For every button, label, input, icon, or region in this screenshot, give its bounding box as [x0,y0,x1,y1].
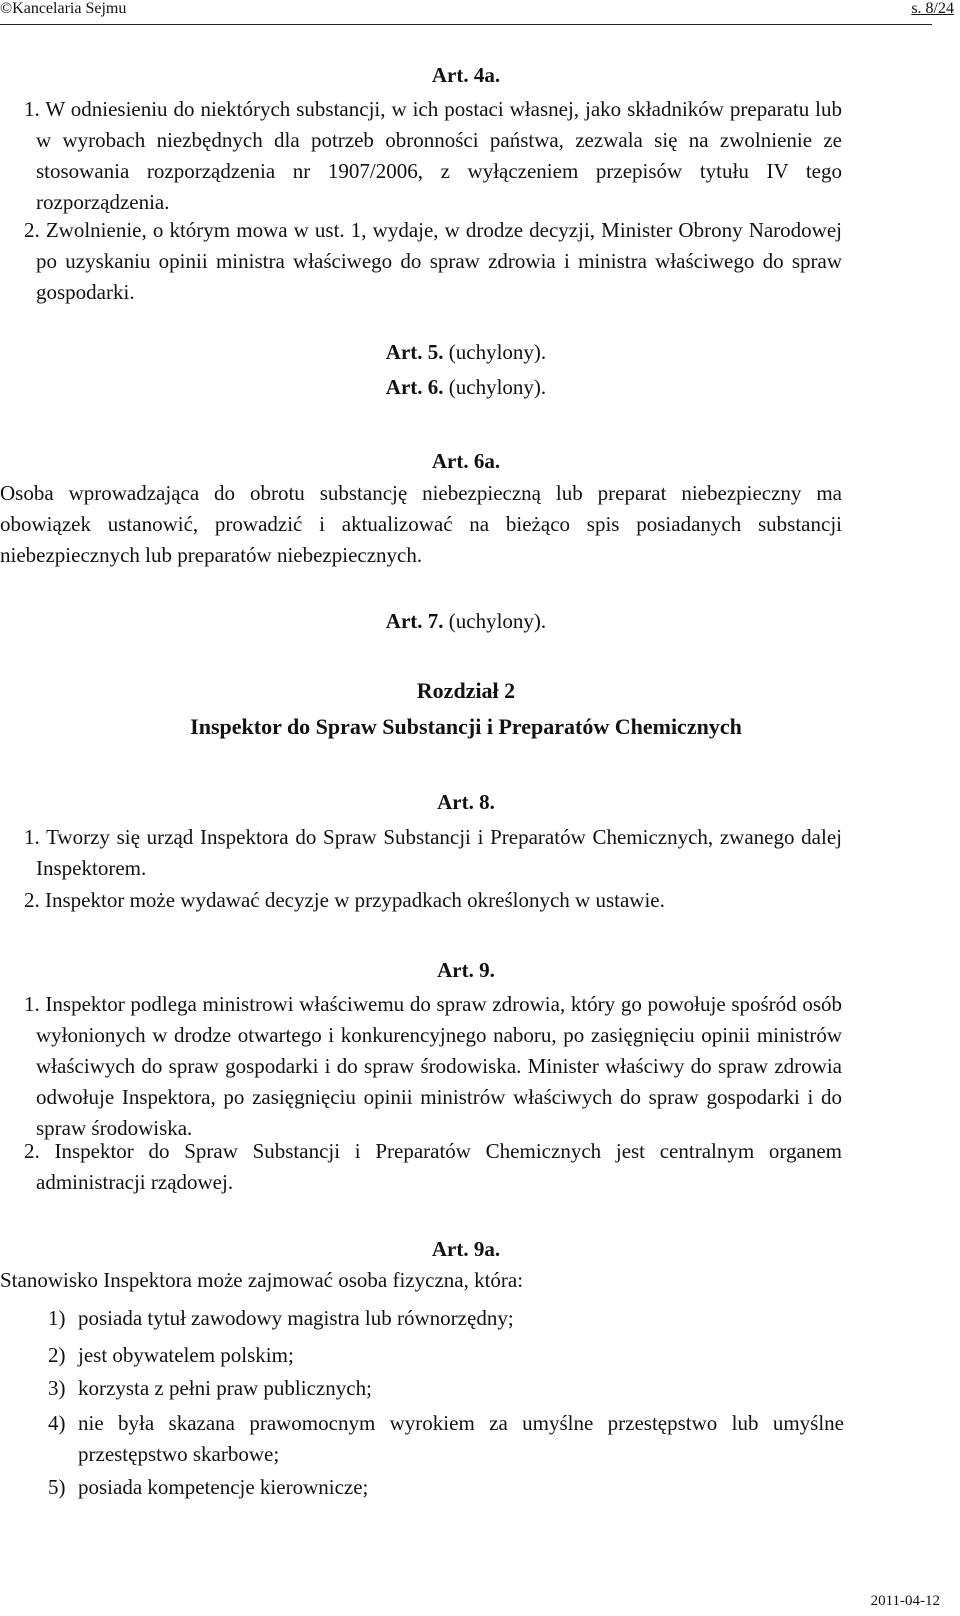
article-paragraph: 1. Inspektor podlega ministrowi właściwemu do spraw zdrowia, który go powołuje spośród osób wyłonionych w drodze otwartego i konkurencyjnego naboru, po zasięgnięciu opinii ministrów właściwych do spraw gospodarki i do spraw środowiska. Minister właściwy do spraw zdrowia odwołuje Inspektora, po zasięgnięciu opinii ministrów właściwych do spraw gospodarki i do spraw środowiska. [24,992,842,1140]
repealed-note: (uchylony). [443,609,547,633]
chapter-number: Rozdział 2 [416,678,516,703]
article-heading: Art. 8. [437,790,495,814]
repealed-article [0,340,932,365]
header-page-number: s. 8/24 [911,0,954,17]
article-heading: Art. 4a. [431,63,501,87]
article-paragraph: 1. W odniesieniu do niektórych substancji, w ich postaci własnej, jako składników preparatu lub w wyrobach niezbędnych dla potrzeb obronności państwa, zezwala się na zwolnienie ze stosowania rozporządzenia nr 1907/2006, z wyłączeniem przepisów tytułu IV tego rozporządzenia. [24,97,842,214]
article-paragraph: 2. Zwolnienie, o którym mowa w ust. 1, wydaje, w drodze decyzji, Minister Obrony Narodowej po uzyskaniu opinii ministra właściwego do spraw zdrowia i ministra właściwego do spraw gospodarki. [24,218,842,304]
list-item-text: posiada tytuł zawodowy magistra lub równorzędny; [78,1306,514,1330]
article-paragraph: 1. Tworzy się urząd Inspektora do Spraw Substancji i Preparatów Chemicznych, zwanego dalej Inspektorem. [24,825,842,880]
chapter-title: Inspektor do Spraw Substancji i Preparatów Chemicznych [190,714,742,739]
article-paragraph: 2. Inspektor może wydawać decyzje w przypadkach określonych w ustawie. [24,888,665,912]
article-intro: Stanowisko Inspektora może zajmować osoba fizyczna, która: [0,1268,524,1292]
footer-date: 2011-04-12 [870,1593,940,1609]
header-copyright: ©Kancelaria Sejmu [0,0,127,17]
repealed-article [0,375,932,400]
repealed-article [0,609,932,634]
list-item-text: posiada kompetencje kierownicze; [78,1475,369,1499]
list-item-number: 1) [48,1306,66,1330]
list-item-text: nie była skazana prawomocnym wyrokiem za umyślne przestępstwo lub umyślne przestępstwo skarbowe; [78,1411,844,1466]
article-heading: Art. 9a. [431,1237,501,1261]
repealed-note: (uchylony). [443,340,547,364]
list-item-number: 2) [48,1343,66,1367]
article-heading: Art. 9. [437,958,495,982]
article-heading: Art. 6a. [431,449,501,473]
article-label: Art. 6. [385,375,444,399]
article-paragraph: Osoba wprowadzająca do obrotu substancję niebezpieczną lub preparat niebezpieczny ma obowiązek ustanowić, prowadzić i aktualizować na bieżąco spis posiadanych substancji niebezpiecznych lub preparatów niebezpiecznych. [0,481,842,567]
article-label: Art. 5. [385,340,444,364]
list-item-text: jest obywatelem polskim; [78,1343,294,1367]
repealed-note: (uchylony). [443,375,547,399]
list-item-number: 3) [48,1376,66,1400]
list-item-text: korzysta z pełni praw publicznych; [78,1376,372,1400]
article-paragraph: 2. Inspektor do Spraw Substancji i Preparatów Chemicznych jest centralnym organem administracji rządowej. [24,1139,842,1194]
list-item-number: 5) [48,1475,66,1499]
article-label: Art. 7. [385,609,444,633]
list-item-number: 4) [48,1411,66,1435]
header-divider [0,24,932,25]
